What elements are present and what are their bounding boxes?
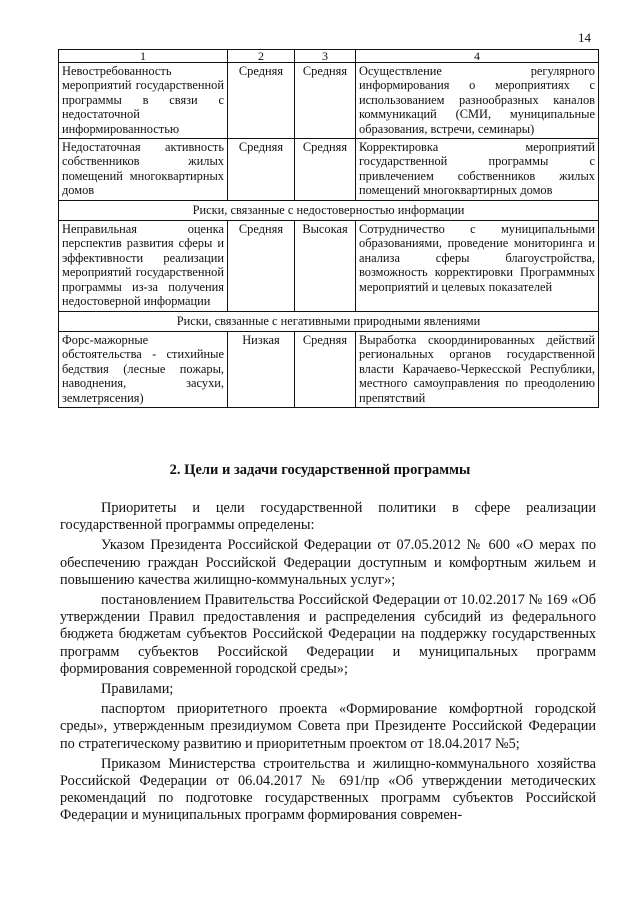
impact-cell: Средняя (295, 331, 356, 407)
measures-cell: Выработка скоординированных действий региональных органов государственной власти Карачаево-Черкесской Республики, местного самоуправления по преодолению препятствий (356, 331, 599, 407)
probability-cell: Низкая (228, 331, 295, 407)
section-heading-cell: Риски, связанные с недостоверностью информации (59, 200, 599, 220)
column-header: 2 (228, 50, 295, 63)
body-paragraph: постановлением Правительства Российской Федерации от 10.02.2017 № 169 «Об утверждении Правил предоставления и распределения субсидий из федерального бюджета бюджетам субъектов Российской Федерации на поддержку государственных программ субъектов Российской Федерации и муниципальных программ формирования современной городской среды»; (60, 592, 596, 677)
body-paragraph: Приоритеты и цели государственной политики в сфере реализации государственной программы определены: (60, 500, 596, 534)
risk-cell: Неправильная оценка перспектив развития сферы и эффективности реализации мероприятий государственной программы из-за получения недостоверной информации (59, 221, 228, 311)
impact-cell: Средняя (295, 63, 356, 139)
table-row (59, 221, 599, 311)
body-paragraph: паспортом приоритетного проекта «Формирование комфортной городской среды», утвержденным президиумом Совета при Президенте Российской Федерации по стратегическому развитию и приоритетным проектом от 18.04.2017 №5; (60, 701, 596, 752)
section-heading-cell: Риски, связанные с негативными природными явлениями (59, 311, 599, 331)
impact-cell: Средняя (295, 139, 356, 201)
body-paragraph: Приказом Министерства строительства и жилищно-коммунального хозяйства Российской Федерации от 06.04.2017 № 691/пр «Об утверждении методических рекомендаций по подготовке государственных программ субъектов Российской Федерации и муниципальных программ формирования современ- (60, 755, 596, 824)
table-section-row (59, 311, 599, 331)
probability-cell: Средняя (228, 63, 295, 139)
body-paragraph: Указом Президента Российской Федерации от 07.05.2012 № 600 «О мерах по обеспечению граждан Российской Федерации доступным и комфортным жильем и повышению качества жилищно-коммунальных услуг»; (60, 537, 596, 588)
table-section-row (59, 200, 599, 220)
table-row (59, 139, 599, 201)
body-text (60, 500, 596, 828)
body-paragraph: Правилами; (101, 681, 174, 698)
risk-cell: Недостаточная активность собственников жилых помещений многоквартирных домов (59, 139, 228, 201)
risk-cell: Форс-мажорные обстоятельства - стихийные бедствия (лесные пожары, наводнения, засухи, землетрясения) (59, 331, 228, 407)
table-row (59, 331, 599, 407)
measures-cell: Осуществление регулярного информирования о мероприятиях с использованием разнообразных каналов коммуникаций (СМИ, муниципальные образования, встречи, семинары) (356, 63, 599, 139)
column-header: 4 (356, 50, 599, 63)
risk-cell: Невостребованность мероприятий государственной программы в связи с недостаточной информированностью (59, 63, 228, 139)
probability-cell: Средняя (228, 221, 295, 311)
table-header-row (59, 50, 599, 63)
column-header: 1 (59, 50, 228, 63)
risk-table (58, 49, 599, 408)
column-header: 3 (295, 50, 356, 63)
probability-cell: Средняя (228, 139, 295, 201)
page-number: 14 (578, 30, 591, 45)
impact-cell: Высокая (295, 221, 356, 311)
section-title: 2. Цели и задачи государственной программы (169, 462, 471, 478)
table-row (59, 63, 599, 139)
measures-cell: Корректировка мероприятий государственной программы с привлечением собственников жилых помещений многоквартирных домов (356, 139, 599, 201)
measures-cell: Сотрудничество с муниципальными образованиями, проведение мониторинга и анализа сферы благоустройства, возможность корректировки Программных мероприятий и целевых показателей (356, 221, 599, 311)
